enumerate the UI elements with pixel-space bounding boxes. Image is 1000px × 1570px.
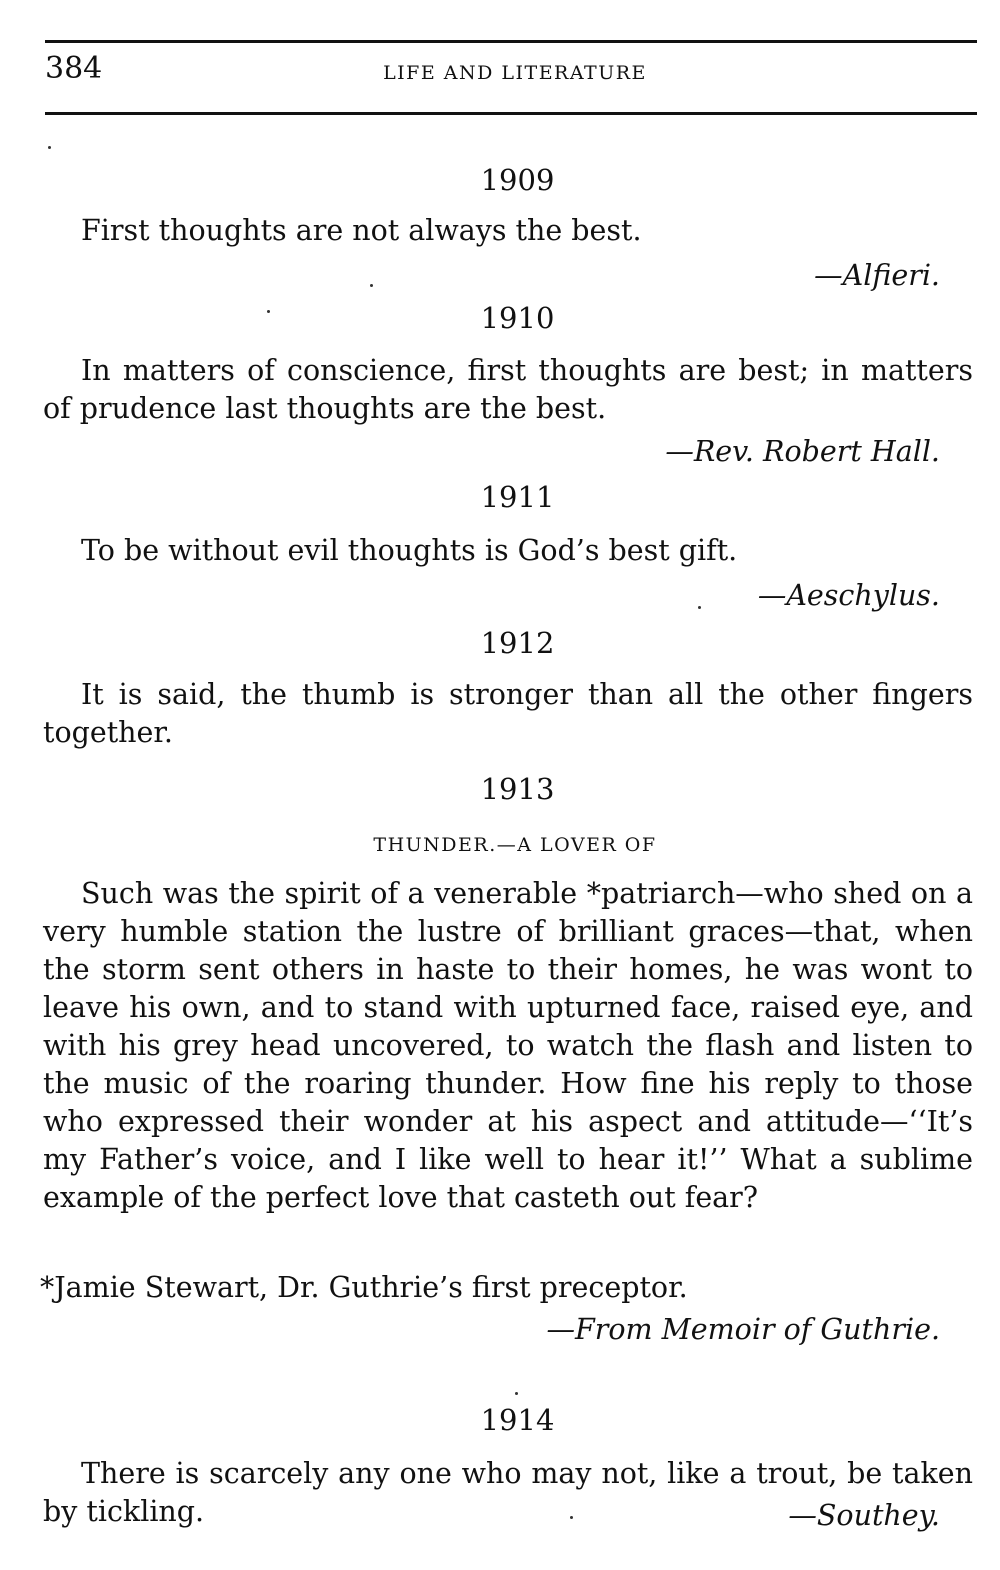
entry-subheading-1913: THUNDER.—A LOVER OF (373, 834, 657, 856)
entry-number-1911: 1911 (480, 480, 555, 514)
entry-number-1914: 1914 (480, 1403, 555, 1437)
entry-text-1914: There is scarcely any one who may not, like a trout, be taken by tickling. (43, 1457, 973, 1528)
attribution-1913: —From Memoir of Guthrie. (546, 1313, 940, 1346)
header-top-rule (45, 40, 977, 43)
entry-text-1913: Such was the spirit of a venerable *patriarch—who shed on a very humble station the lustre of brilliant graces—that, when the storm sent others in haste to their homes, he was wont to leave his own, and to stand with upturned face, raised eye, and with his grey head uncovered, to watch the flash and listen to the music of the roaring thunder. How fine his reply to those who expressed their wonder at his aspect and attitude—‘‘It’s my Father’s voice, and I like well to hear it!’’ What a sublime example of the perfect love that casteth out fear? (43, 877, 973, 1214)
print-speck (570, 1516, 573, 1519)
entry-text-1909: First thoughts are not always the best. (81, 214, 642, 247)
entry-number-1913: 1913 (480, 772, 555, 806)
entry-text-1911: To be without evil thoughts is God’s best gift. (81, 534, 738, 567)
print-speck (698, 606, 701, 609)
running-title: LIFE AND LITERATURE (383, 62, 647, 84)
attribution-1914: —Southey. (788, 1499, 940, 1532)
print-speck (267, 310, 270, 313)
attribution-1909: —Alfieri. (814, 259, 940, 292)
attribution-1910: —Rev. Robert Hall. (665, 435, 940, 468)
page-number: 384 (45, 51, 103, 86)
entry-text-1910: In matters of conscience, first thoughts are best; in matters of prudence last thoughts are the best. (43, 354, 973, 425)
entry-text-1912: It is said, the thumb is stronger than all the other fingers together. (43, 678, 973, 749)
header-bottom-rule (45, 112, 977, 115)
entry-number-1910: 1910 (480, 301, 555, 335)
footnote-1913: *Jamie Stewart, Dr. Guthrie’s first preceptor. (40, 1271, 688, 1304)
print-speck (370, 284, 373, 287)
entry-number-1912: 1912 (480, 626, 555, 660)
print-speck (515, 1392, 518, 1395)
entry-number-1909: 1909 (480, 163, 555, 197)
print-speck (48, 146, 51, 149)
attribution-1911: —Aeschylus. (757, 579, 940, 612)
